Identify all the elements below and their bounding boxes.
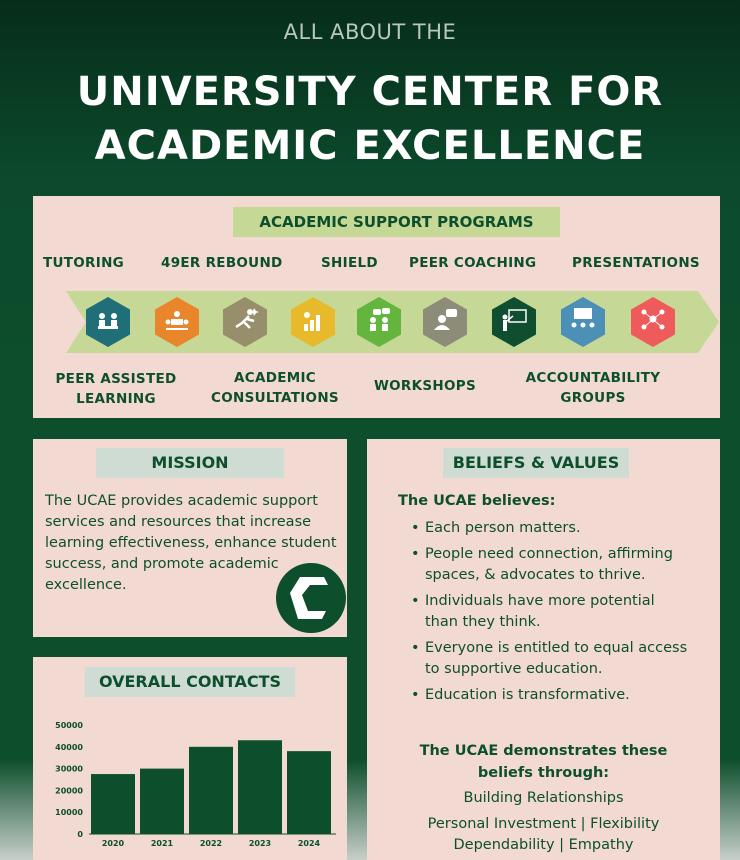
y-tick-label: 20000 xyxy=(55,786,83,796)
mission-panel xyxy=(33,439,347,637)
program-label-accountability-groups xyxy=(518,368,668,408)
x-tick-label: 2021 xyxy=(150,839,174,848)
program-label-workshops xyxy=(366,376,484,396)
presentation-board-icon xyxy=(491,296,537,348)
program-label-peer-assisted-learning xyxy=(51,369,181,409)
values-line-1: Building Relationships xyxy=(463,790,624,806)
program-label-shield: SHIELD xyxy=(321,255,378,271)
workshop-icon xyxy=(560,296,606,348)
belief-item: • Each person matters. xyxy=(411,518,691,539)
demonstrates-heading xyxy=(367,740,720,784)
title-line-2: ACADEMIC EXCELLENCE xyxy=(94,123,646,169)
y-tick-label: 0 xyxy=(77,830,83,839)
c-logo-icon xyxy=(276,563,346,633)
title-line-1: UNIVERSITY CENTER FOR xyxy=(76,69,664,115)
y-tick-label: 30000 xyxy=(55,764,83,774)
bar-2023 xyxy=(238,740,282,834)
growth-chart-icon xyxy=(290,296,336,348)
belief-item: • Everyone is entitled to equal access to supportive education. xyxy=(411,638,691,680)
y-tick-label: 40000 xyxy=(55,742,83,752)
peer-assisted-line2: LEARNING xyxy=(76,391,156,407)
charlotte-logo xyxy=(276,563,346,633)
bar-2024 xyxy=(287,751,331,834)
demonstrates-line1: The UCAE demonstrates these xyxy=(419,743,668,759)
tutoring-icon xyxy=(85,296,131,348)
program-label-peer-coaching: PEER COACHING xyxy=(409,255,537,271)
rebound-runner-icon xyxy=(222,296,268,348)
program-label-tutoring: TUTORING xyxy=(43,255,125,271)
x-tick-label: 2022 xyxy=(199,839,223,848)
programs-panel xyxy=(33,196,720,418)
workshops-line1: WORKSHOPS xyxy=(373,378,477,394)
bar-2022 xyxy=(189,747,233,834)
page-title xyxy=(0,65,740,173)
mission-title: MISSION xyxy=(96,448,284,478)
bar-2021 xyxy=(140,769,184,834)
belief-item: • Education is transformative. xyxy=(411,685,691,706)
group-meeting-icon xyxy=(154,296,200,348)
academic-consult-line1: ACADEMIC xyxy=(234,370,316,386)
programs-title: ACADEMIC SUPPORT PROGRAMS xyxy=(233,207,560,237)
x-tick-label: 2020 xyxy=(101,839,125,848)
peer-chat-icon xyxy=(356,296,402,348)
x-tick-label: 2023 xyxy=(248,839,272,848)
consultation-icon xyxy=(422,296,468,348)
pre-title: ALL ABOUT THE xyxy=(283,20,457,44)
program-label-49er-rebound: 49ER REBOUND xyxy=(161,255,283,271)
demonstrates-line2: beliefs through: xyxy=(477,765,610,781)
mission-text: The UCAE provides academic support services and resources that increase learning effectiveness, enhance student success, and promote academic excellence. xyxy=(45,493,337,593)
values-line-3: Dependability | Empathy xyxy=(453,837,634,853)
program-label-academic-consultations xyxy=(205,368,345,408)
accountability-line1: ACCOUNTABILITY xyxy=(525,370,661,386)
belief-item: • Individuals have more potential than they think. xyxy=(411,591,691,633)
bar-2020 xyxy=(91,774,135,834)
contacts-bar-chart xyxy=(33,657,347,860)
network-group-icon xyxy=(630,296,676,348)
y-tick-label: 10000 xyxy=(55,808,83,818)
y-tick-label: 50000 xyxy=(55,721,83,730)
belief-item: • People need connection, affirming spaces, & advocates to thrive. xyxy=(411,544,691,586)
program-label-presentations: PRESENTATIONS xyxy=(572,255,700,271)
values-line-2: Personal Investment | Flexibility xyxy=(427,816,660,832)
peer-assisted-line1: PEER ASSISTED xyxy=(55,371,177,387)
beliefs-title: BELIEFS & VALUES xyxy=(443,448,629,478)
beliefs-panel xyxy=(367,439,720,860)
contacts-panel xyxy=(33,657,347,860)
accountability-line2: GROUPS xyxy=(560,390,626,406)
beliefs-list xyxy=(411,518,691,711)
academic-consult-line2: CONSULTATIONS xyxy=(211,390,339,406)
beliefs-intro: The UCAE believes: xyxy=(398,493,556,509)
contacts-title: OVERALL CONTACTS xyxy=(85,667,295,697)
x-tick-label: 2024 xyxy=(297,839,321,848)
